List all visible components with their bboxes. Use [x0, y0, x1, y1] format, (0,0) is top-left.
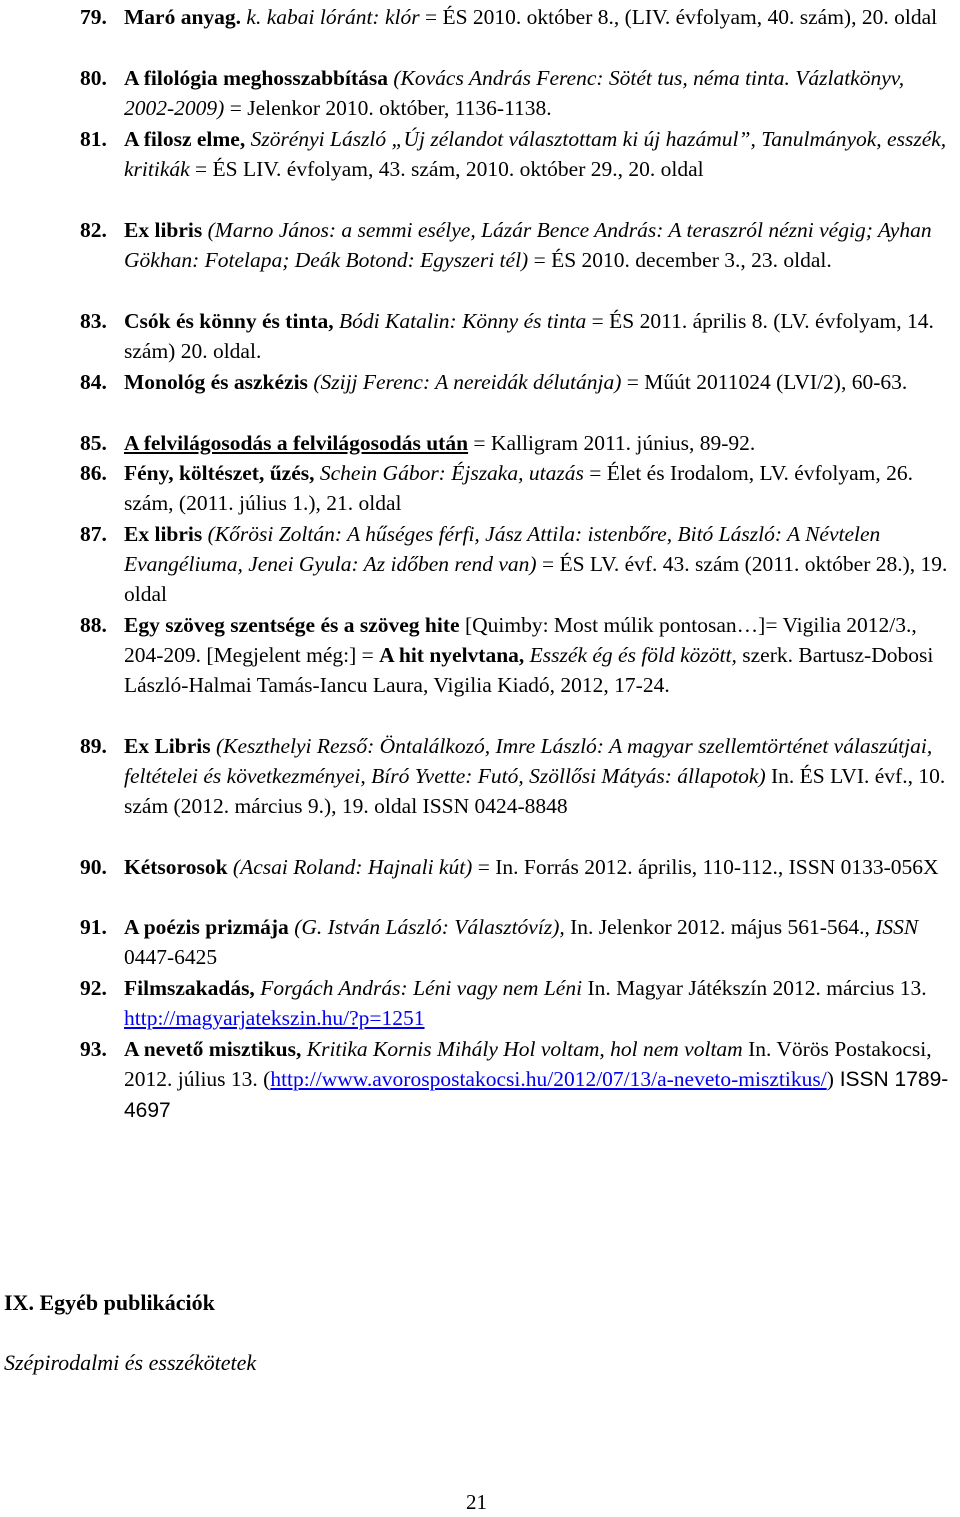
- entry-text: = Műút 2011024 (LVI/2), 60-63.: [621, 370, 908, 394]
- bibliography-entry: [80, 852, 950, 882]
- entry-text: In. ÉS LVI. évf., 10. szám (2012. március 9.), 19. oldal ISSN 0424-8848: [124, 764, 946, 819]
- entry-number: 80.: [80, 66, 107, 90]
- bibliography-entry: [80, 458, 950, 518]
- entry-title: Filmszakadás,: [124, 976, 255, 1000]
- entry-text: = ÉS 2011. április 8. (LV. évfolyam, 14. szám) 20. oldal.: [124, 309, 934, 364]
- entry-title: Ex libris: [124, 218, 203, 242]
- bibliography-entry: [80, 215, 950, 275]
- entry-number: 88.: [80, 613, 107, 637]
- entry-text: = ÉS LV. évf. 43. szám (2011. október 28.), 19. oldal: [124, 552, 948, 607]
- entry-number: 89.: [80, 734, 107, 758]
- entry-work: Esszék ég és föld között,: [529, 643, 737, 668]
- entry-text: In. Magyar Játékszín 2012. március 13.: [582, 976, 927, 1000]
- entry-work: Forgách András: Léni vagy nem Léni: [260, 976, 583, 1000]
- entry-text: = Jelenkor 2010. október, 1136-1138.: [224, 96, 552, 121]
- section-subheading: Szépirodalmi és esszékötetek: [4, 1350, 257, 1375]
- bibliography-entry: [80, 1034, 950, 1127]
- url-link[interactable]: http://magyarjatekszin.hu/?p=1251: [124, 1006, 425, 1031]
- entry-title: Csók és könny és tinta,: [124, 309, 334, 333]
- entry-text: ): [826, 1067, 834, 1092]
- entry-work: k. kabai lóránt: klór: [246, 5, 420, 29]
- entry-title: A filológia meghosszabbítása: [124, 66, 388, 90]
- entry-number: 92.: [80, 976, 107, 1000]
- entry-text: [Quimby: Most múlik pontosan…]= Vigilia 2012/3., 204-209. [Megjelent még:] =: [124, 613, 917, 668]
- entry-work: (Acsai Roland: Hajnali kút): [232, 855, 473, 879]
- entry-title: Egy szöveg szentsége és a szöveg hite: [124, 613, 460, 637]
- entry-text: In. Jelenkor 2012. május 561-564.,: [564, 915, 876, 939]
- entry-work: Schein Gábor: Éjszaka, utazás: [319, 461, 584, 485]
- entry-issn: ISSN 1789-4697: [124, 1068, 949, 1123]
- entry-number: 82.: [80, 218, 107, 242]
- entry-text: 0447-6425: [124, 945, 218, 970]
- entry-title: A filosz elme,: [124, 127, 246, 151]
- entry-title: Ex libris: [124, 522, 203, 546]
- entry-text: = Kalligram 2011. június, 89-92.: [468, 431, 756, 455]
- bibliography-entry: [80, 124, 950, 184]
- entry-work: (Kőrösi Zoltán: A hűséges férfi, Jász Attila: istenbőre, Bitó László: A Névtelen Evangéliuma, Jenei Gyula: Az időben rend van): [124, 522, 881, 577]
- entry-number: 83.: [80, 309, 107, 333]
- entry-work: Szörényi László „Új zélandot választottam ki új hazámul”, Tanulmányok, esszék, kritikák: [124, 127, 947, 182]
- entry-work: (Marno János: a semmi esélye, Lázár Bence András: A teraszról nézni végig; Ayhan Gökhan: Fotelapa; Deák Botond: Egyszeri tél): [124, 218, 932, 273]
- entry-text: = ÉS 2010. december 3., 23. oldal.: [528, 248, 832, 273]
- bibliography-entry: [80, 63, 950, 123]
- entry-title: Maró anyag.: [124, 5, 247, 29]
- entry-work: (G. István László: Választóvíz),: [294, 915, 565, 939]
- entry-text: szerk. Bartusz-Dobosi László-Halmai Tamás-Iancu Laura, Vigilia Kiadó, 2012, 17-24.: [124, 643, 934, 698]
- entry-title: A nevető misztikus,: [124, 1037, 302, 1061]
- bibliography-entry: [80, 2, 950, 32]
- bibliography-entry: [80, 912, 950, 972]
- entry-number: 81.: [80, 127, 107, 151]
- entry-number: 85.: [80, 431, 107, 455]
- entry-number: 84.: [80, 370, 107, 394]
- entry-title: Fény, költészet, űzés,: [124, 461, 315, 485]
- entry-number: 91.: [80, 915, 107, 939]
- entry-text: = ÉS 2010. október 8., (LIV. évfolyam, 40. szám), 20. oldal: [419, 5, 938, 29]
- entry-number: 79.: [80, 5, 107, 29]
- bibliography-entry: [80, 610, 950, 701]
- entry-text: = In. Forrás 2012. április, 110-112., ISSN 0133-056X: [472, 855, 939, 879]
- entry-work: Bódi Katalin: Könny és tinta: [339, 309, 587, 333]
- entry-title: Kétsorosok: [124, 855, 228, 879]
- entry-number: 86.: [80, 461, 107, 485]
- entry-title: A hit nyelvtana,: [379, 643, 525, 668]
- bibliography-entry: [80, 306, 950, 366]
- entry-text: = ÉS LIV. évfolyam, 43. szám, 2010. október 29., 20. oldal: [189, 157, 704, 182]
- entry-text: = Élet és Irodalom, LV. évfolyam, 26. szám, (2011. július 1.), 21. oldal: [124, 461, 914, 516]
- bibliography-entry: [80, 731, 950, 822]
- entry-title: A felvilágosodás a felvilágosodás után: [124, 431, 469, 455]
- bibliography-entry: [80, 367, 950, 397]
- entry-title: Ex Libris: [124, 734, 211, 758]
- entry-work: ISSN: [875, 915, 919, 939]
- bibliography-entry: [80, 519, 950, 610]
- entry-work: (Kovács András Ferenc: Sötét tus, néma tinta. Vázlatkönyv, 2002-2009): [124, 66, 905, 121]
- entry-number: 93.: [80, 1037, 107, 1061]
- entry-title: Monológ és aszkézis: [124, 370, 308, 394]
- entry-work: (Szijj Ferenc: A nereidák délutánja): [313, 370, 622, 394]
- url-link[interactable]: http://www.avorospostakocsi.hu/2012/07/13/a-neveto-misztikus/: [270, 1067, 827, 1092]
- bibliography-entry: [80, 428, 950, 458]
- entry-text: In. Vörös Postakocsi, 2012. július 13. (: [124, 1037, 932, 1092]
- page-number: 21: [466, 1490, 487, 1514]
- entry-title: A poézis prizmája: [124, 915, 289, 939]
- section-heading: IX. Egyéb publikációk: [4, 1290, 215, 1315]
- entry-work: (Keszthelyi Rezső: Öntalálkozó, Imre László: A magyar szellemtörténet válaszútjai, feltételei és következményei, Bíró Yvette: Futó, Szöllősi Mátyás: állapotok): [124, 734, 933, 789]
- entry-work: Kritika Kornis Mihály Hol voltam, hol nem voltam: [306, 1037, 743, 1061]
- bibliography-entry: [80, 973, 950, 1033]
- entry-number: 90.: [80, 855, 107, 879]
- entry-number: 87.: [80, 522, 107, 546]
